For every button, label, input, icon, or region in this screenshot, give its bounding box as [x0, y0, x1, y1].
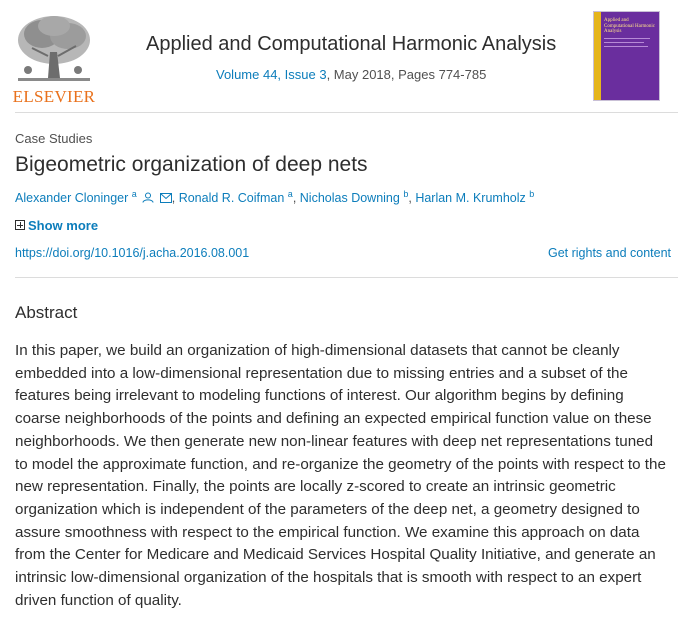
- affiliation-marker[interactable]: a: [131, 189, 137, 199]
- show-more-button[interactable]: [15, 218, 98, 233]
- rights-link[interactable]: Get rights and content: [548, 246, 671, 260]
- journal-header: [0, 0, 678, 112]
- author-separator: ,: [171, 191, 176, 206]
- issue-line: [216, 67, 486, 82]
- author-link[interactable]: Nicholas Downing: [299, 191, 400, 206]
- elsevier-wordmark: ELSEVIER: [12, 87, 96, 106]
- author-link[interactable]: Alexander Cloninger: [15, 191, 129, 206]
- cover-title: Applied and Computational Harmonic Analysis: [604, 18, 655, 34]
- author-link[interactable]: Harlan M. Krumholz: [415, 191, 526, 206]
- cover-line: [604, 46, 648, 47]
- section-divider: [15, 277, 678, 278]
- elsevier-logo[interactable]: [12, 12, 96, 106]
- show-more-label: Show more: [28, 218, 99, 233]
- article-title: Bigeometric organization of deep nets: [15, 153, 368, 176]
- cover-line: [604, 42, 644, 43]
- author-list: [15, 189, 534, 205]
- affiliation-marker[interactable]: b: [403, 189, 409, 199]
- volume-issue-link[interactable]: Volume 44, Issue 3: [216, 67, 327, 82]
- journal-title[interactable]: Applied and Computational Harmonic Analysis: [146, 33, 557, 55]
- header-divider: [15, 112, 678, 113]
- journal-cover-image[interactable]: [594, 12, 659, 100]
- issue-details: , May 2018, Pages 774-785: [326, 67, 487, 82]
- abstract-heading: Abstract: [15, 303, 78, 322]
- affiliation-marker[interactable]: a: [287, 189, 293, 199]
- affiliation-marker[interactable]: b: [529, 189, 535, 199]
- author-link[interactable]: Ronald R. Coifman: [178, 191, 285, 206]
- article-type: Case Studies: [15, 131, 93, 146]
- author-separator: ,: [292, 191, 297, 206]
- abstract-text: In this paper, we build an organization of high-dimensional datasets that cannot be cleanly embedded into a low-dimensional representation due to missing entries and a subset of the features being irrelevant to modeling functions of interest. Our algorithm begins by defining coarse neighborhoods of the points and defining an expected empirical function value on these neighborhoods. We then generate new non-linear features with deep net representations tuned to model the approximate function, and re-organize the geometry of the points with respect to the new representation. Finally, the points are locally z-scored to create an intrinsic geometric organization which is independent of the parameters of the deep net, a geometry designed to assure smoothness with respect to the empirical function. We examine this approach on data from the Center for Medicare and Medicaid Services Hospital Quality Initiative, and generate an intrinsic low-dimensional organization of the hospitals that is smooth with respect to an expert driven function of quality.: [15, 342, 666, 609]
- doi-link[interactable]: https://doi.org/10.1016/j.acha.2016.08.001: [15, 246, 250, 260]
- elsevier-tree-icon: [12, 12, 96, 86]
- mail-icon[interactable]: [160, 193, 172, 203]
- person-icon[interactable]: [142, 192, 154, 203]
- cover-strip: [594, 12, 601, 100]
- plus-box-icon: [15, 220, 25, 230]
- cover-line: [604, 38, 650, 39]
- author-separator: ,: [408, 191, 412, 206]
